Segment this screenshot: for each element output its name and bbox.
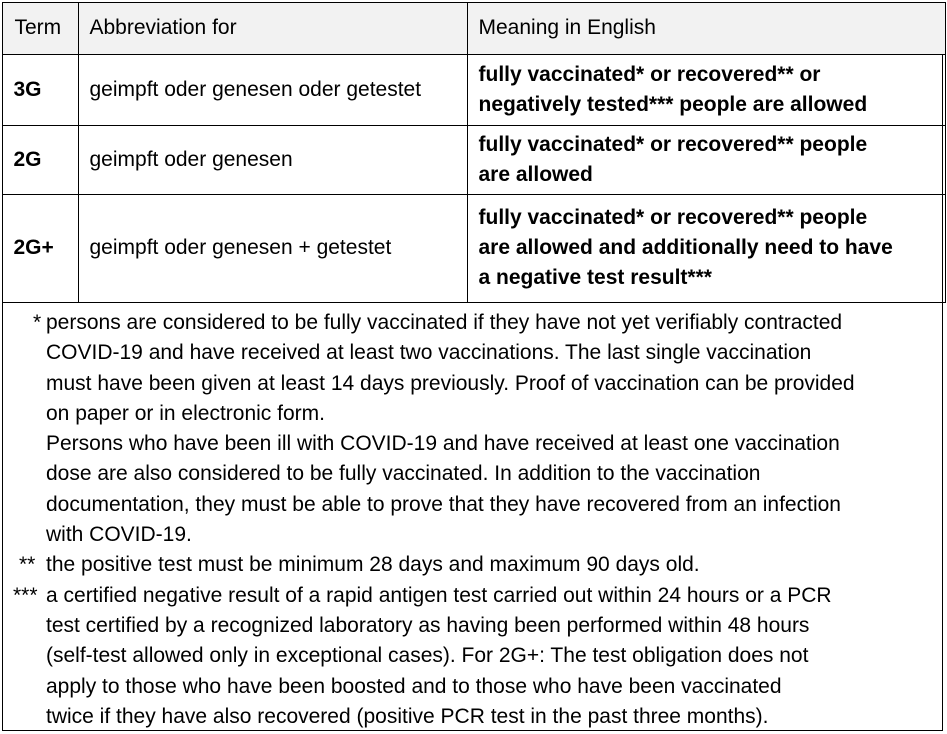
- header-meaning: Meaning in English: [467, 2, 945, 54]
- meaning-line: are allowed: [478, 162, 593, 186]
- footnote-line: a certified negative result of a rapid antigen test carried out within 24 hours or a PCR: [46, 583, 832, 607]
- footnote-line: COVID-19 and have received at least two vaccinations. The last single vaccination: [46, 341, 812, 365]
- document-frame: [2, 2, 943, 731]
- footnote-marker: **: [19, 553, 36, 577]
- footnote-recovered: [3, 550, 944, 580]
- table-header-row: [2, 2, 945, 54]
- table-row: [2, 54, 945, 125]
- term-cell: 3G: [2, 54, 78, 125]
- footnote-line: the positive test must be minimum 28 days and maximum 90 days old.: [46, 553, 700, 577]
- abbreviation-cell: geimpft oder genesen + getestet: [78, 194, 467, 302]
- footnote-line: on paper or in electronic form.: [46, 401, 325, 425]
- abbreviation-cell: geimpft oder genesen: [78, 125, 467, 194]
- meaning-cell: [467, 194, 945, 302]
- meaning-line: negatively tested*** people are allowed: [478, 92, 868, 116]
- header-term: Term: [2, 2, 78, 54]
- meaning-line: fully vaccinated* or recovered** or: [478, 62, 821, 86]
- footnote-line: must have been given at least 14 days previously. Proof of vaccination can be provided: [46, 371, 855, 395]
- abbreviation-cell: geimpft oder genesen oder getestet: [78, 54, 467, 125]
- footnote-line: twice if they have also recovered (positive PCR test in the past three months).: [46, 704, 769, 728]
- header-abbreviation: Abbreviation for: [78, 2, 467, 54]
- footnote-line: Persons who have been ill with COVID-19 and have received at least one vaccination: [46, 432, 840, 456]
- table-row: [2, 125, 945, 194]
- table-row: [2, 194, 945, 302]
- footnote-line: test certified by a recognized laboratory as having been performed within 48 hours: [46, 613, 810, 637]
- term-cell: 2G+: [2, 194, 78, 302]
- footnote-line: persons are considered to be fully vaccinated if they have not yet verifiably contracted: [46, 311, 843, 334]
- footnote-line: dose are also considered to be fully vaccinated. In addition to the vaccination: [46, 462, 761, 486]
- footnote-fully-vaccinated: [3, 308, 944, 550]
- meaning-line: a negative test result***: [478, 266, 712, 289]
- term-cell: 2G: [2, 125, 78, 194]
- footnote-line: with COVID-19.: [46, 523, 192, 547]
- footnote-line: (self-test allowed only in exceptional cases). For 2G+: The test obligation does not: [46, 644, 809, 668]
- meaning-line: fully vaccinated* or recovered** people: [478, 206, 868, 229]
- meaning-line: are allowed and additionally need to have: [478, 236, 893, 259]
- footnote-tested: [3, 581, 944, 732]
- footnote-line: documentation, they must be able to prove that they have recovered from an infection: [46, 492, 841, 516]
- footnote-marker: *: [33, 311, 42, 334]
- meaning-cell: [467, 54, 945, 125]
- terms-table: [2, 2, 946, 303]
- meaning-line: fully vaccinated* or recovered** people: [478, 132, 868, 156]
- footnote-line: apply to those who have been boosted and to those who have been vaccinated: [46, 674, 782, 698]
- meaning-cell: [467, 125, 945, 194]
- footnote-marker: ***: [13, 583, 38, 607]
- footnotes: [3, 308, 944, 732]
